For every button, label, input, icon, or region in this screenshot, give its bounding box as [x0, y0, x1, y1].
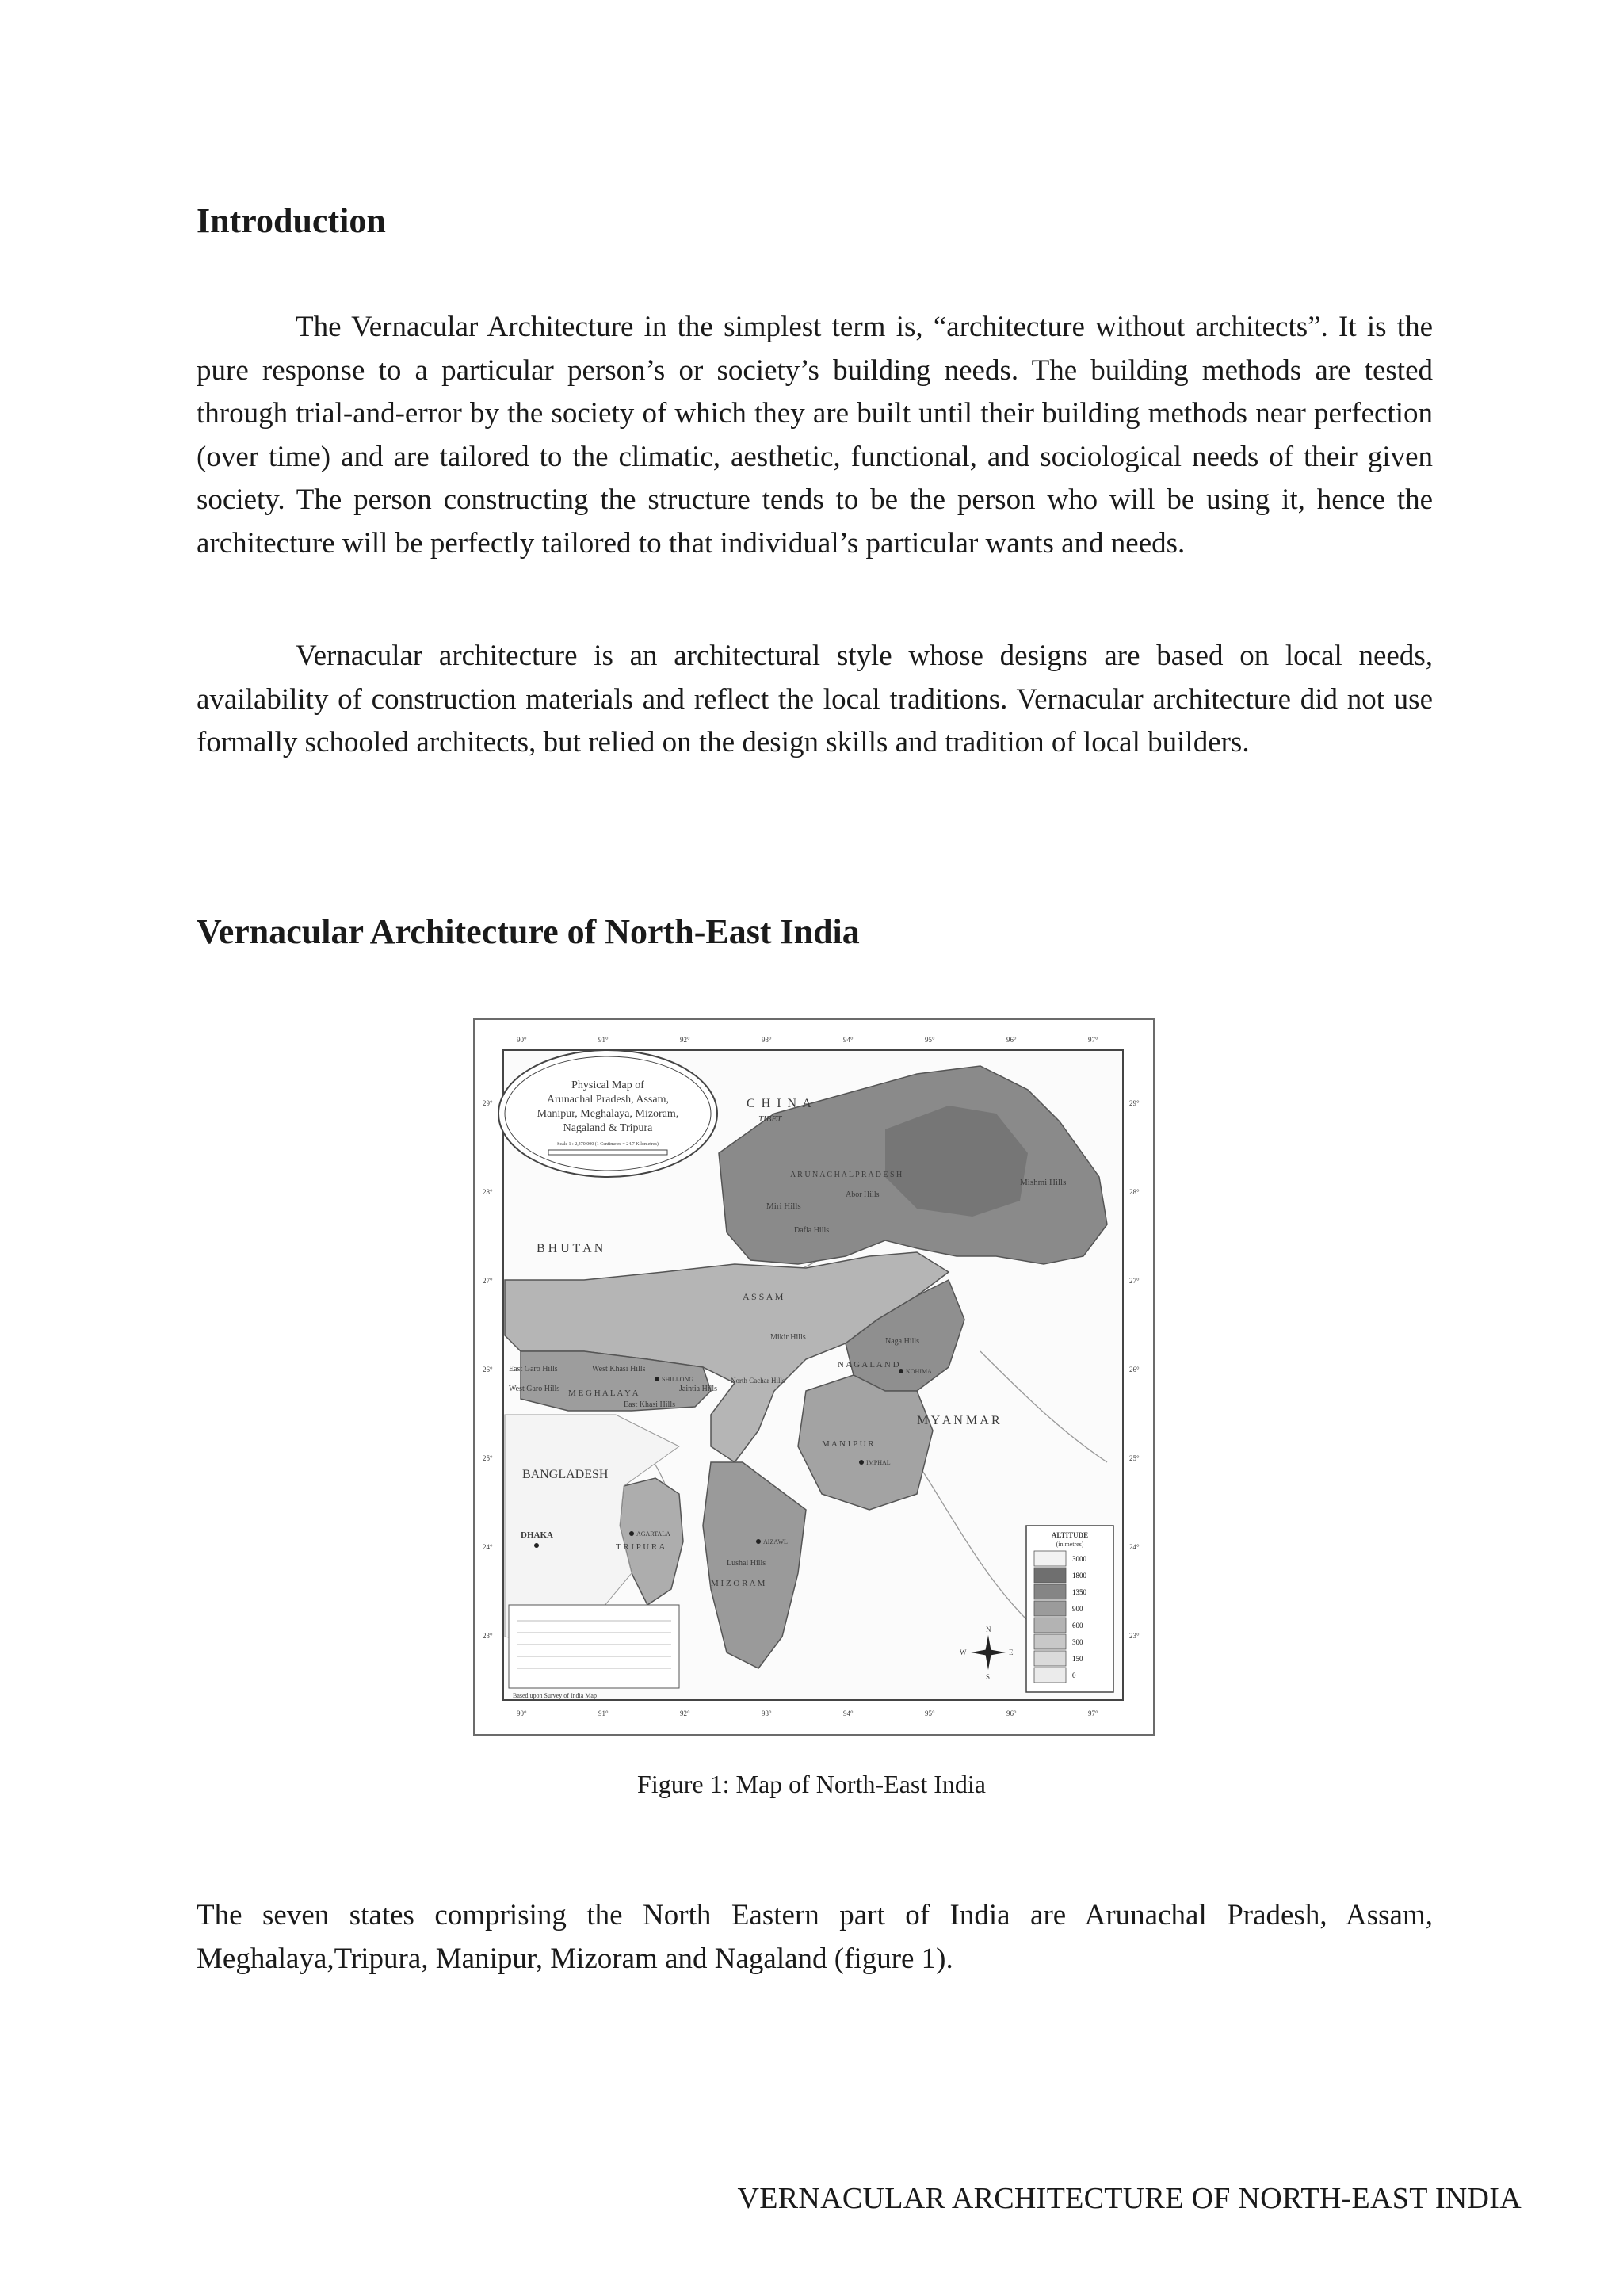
map-scale-text: Scale 1 : 2,470,000 (1 Centimetre = 24.7 Kilometres): [557, 1142, 659, 1147]
longitude-tick-top: 90°: [517, 1036, 527, 1044]
label-west-khasi-hills: West Khasi Hills: [592, 1365, 646, 1373]
altitude-legend-unit: (in metres): [1056, 1541, 1084, 1548]
longitude-tick-bottom: 94°: [843, 1710, 854, 1717]
label-bhutan: B H U T A N: [537, 1242, 604, 1255]
compass-east: E: [1009, 1648, 1014, 1656]
compass-south: S: [986, 1673, 991, 1681]
latitude-tick-left: 27°: [483, 1277, 493, 1285]
aizawl-marker: [756, 1539, 761, 1544]
label-shillong: SHILLONG: [662, 1376, 693, 1383]
latitude-tick-right: 24°: [1129, 1543, 1140, 1551]
longitude-tick-top: 95°: [925, 1036, 935, 1044]
latitude-tick-left: 25°: [483, 1454, 493, 1462]
altitude-swatch: [1034, 1551, 1066, 1566]
longitude-tick-top: 94°: [843, 1036, 854, 1044]
figure-caption: Figure 1: Map of North-East India: [637, 1770, 986, 1798]
altitude-level-label: 1350: [1072, 1588, 1086, 1596]
altitude-level-label: 0: [1072, 1671, 1076, 1679]
map-title-line-2: Arunachal Pradesh, Assam,: [547, 1094, 669, 1106]
kohima-marker: [899, 1369, 903, 1373]
longitude-tick-bottom: 90°: [517, 1710, 527, 1717]
label-tripura: T R I P U R A: [616, 1542, 666, 1552]
intro-paragraph-2: Vernacular architecture is an architectural style whose designs are based on local needs, availability of construction materials and reflect the local traditions. Vernacular architecture did not use formally schooled architects, but relied on the design skills and tradition of local builders.: [197, 640, 1433, 758]
altitude-swatch: [1034, 1668, 1066, 1683]
map-source-note: Based upon Survey of India Map: [513, 1692, 597, 1699]
label-kohima: KOHIMA: [906, 1368, 932, 1375]
longitude-tick-top: 91°: [598, 1036, 609, 1044]
label-nagaland: N A G A L A N D: [838, 1360, 899, 1370]
latitude-tick-right: 29°: [1129, 1099, 1140, 1107]
altitude-swatch: [1034, 1568, 1066, 1583]
north-east-india-map: [473, 1018, 1155, 1736]
latitude-tick-right: 27°: [1129, 1277, 1140, 1285]
agartala-marker: [629, 1531, 634, 1536]
longitude-tick-bottom: 97°: [1088, 1710, 1098, 1717]
label-meghalaya: M E G H A L A Y A: [568, 1389, 639, 1398]
altitude-level-label: 900: [1072, 1605, 1083, 1613]
label-china: C H I N A: [747, 1097, 813, 1110]
label-mishmi-hills: Mishmi Hills: [1020, 1178, 1067, 1187]
introduction-heading: Introduction: [197, 201, 386, 240]
altitude-legend: [1026, 1526, 1113, 1692]
longitude-tick-bottom: 92°: [680, 1710, 690, 1717]
label-miri-hills: Miri Hills: [766, 1201, 801, 1211]
label-arunachal-pradesh: A R U N A C H A L P R A D E S H: [790, 1171, 903, 1179]
label-east-garo-hills: East Garo Hills: [509, 1365, 558, 1373]
running-footer: VERNACULAR ARCHITECTURE OF NORTH-EAST INDIA: [737, 2182, 1522, 2215]
altitude-level-label: 300: [1072, 1638, 1083, 1646]
compass-north: N: [986, 1626, 991, 1633]
label-agartala: AGARTALA: [636, 1530, 670, 1538]
latitude-tick-right: 26°: [1129, 1366, 1140, 1373]
label-mikir-hills: Mikir Hills: [770, 1333, 806, 1342]
dhaka-marker: [534, 1543, 539, 1548]
latitude-tick-left: 23°: [483, 1632, 493, 1640]
map-title-cartouche: [498, 1050, 717, 1177]
altitude-swatch: [1034, 1634, 1066, 1649]
longitude-tick-bottom: 93°: [762, 1710, 772, 1717]
label-dhaka: DHAKA: [521, 1530, 553, 1540]
latitude-tick-left: 26°: [483, 1366, 493, 1373]
altitude-level-label: 3000: [1072, 1555, 1086, 1563]
label-manipur: M A N I P U R: [822, 1439, 874, 1449]
imphal-marker: [859, 1460, 864, 1465]
altitude-swatch: [1034, 1584, 1066, 1599]
map-svg: [473, 1018, 1155, 1736]
label-imphal: IMPHAL: [866, 1459, 891, 1466]
label-bangladesh: BANGLADESH: [522, 1468, 609, 1481]
map-title-line-3: Manipur, Meghalaya, Mizoram,: [537, 1108, 679, 1120]
longitude-tick-bottom: 95°: [925, 1710, 935, 1717]
altitude-swatch: [1034, 1618, 1066, 1633]
label-east-khasi-hills: East Khasi Hills: [624, 1400, 675, 1409]
longitude-tick-top: 93°: [762, 1036, 772, 1044]
longitude-tick-top: 92°: [680, 1036, 690, 1044]
map-symbols-legend: [509, 1605, 679, 1699]
label-north-cachar-hills: North Cachar Hills: [731, 1377, 785, 1385]
longitude-tick-top: 97°: [1088, 1036, 1098, 1044]
longitude-tick-bottom: 96°: [1006, 1710, 1017, 1717]
label-jaintia-hills: Jaintia Hills: [679, 1385, 718, 1393]
altitude-level-label: 150: [1072, 1655, 1083, 1663]
map-title-line-4: Nagaland & Tripura: [563, 1122, 653, 1134]
longitude-tick-bottom: 91°: [598, 1710, 609, 1717]
latitude-tick-left: 24°: [483, 1543, 493, 1551]
longitude-tick-top: 96°: [1006, 1036, 1017, 1044]
altitude-level-label: 1800: [1072, 1572, 1086, 1580]
compass-west: W: [960, 1648, 967, 1656]
label-west-garo-hills: West Garo Hills: [509, 1385, 560, 1393]
north-east-paragraph: The seven states comprising the North Eastern part of India are Arunachal Pradesh, Assam, Meghalaya,Tripura, Manipur, Mizoram and Nagaland (figure 1).: [197, 1899, 1433, 1975]
altitude-legend-title: ALTITUDE: [1051, 1531, 1089, 1539]
label-lushai-hills: Lushai Hills: [727, 1559, 766, 1568]
map-title-line-1: Physical Map of: [571, 1079, 644, 1091]
altitude-level-label: 600: [1072, 1622, 1083, 1629]
latitude-tick-left: 28°: [483, 1188, 493, 1196]
latitude-tick-right: 25°: [1129, 1454, 1140, 1462]
north-east-heading: Vernacular Architecture of North-East India: [197, 912, 860, 951]
latitude-tick-right: 28°: [1129, 1188, 1140, 1196]
latitude-tick-right: 23°: [1129, 1632, 1140, 1640]
label-aizawl: AIZAWL: [763, 1538, 788, 1545]
altitude-swatch: [1034, 1601, 1066, 1616]
intro-paragraph-1: The Vernacular Architecture in the simplest term is, “architecture without architects”. It is the pure response to a particular person’s or society’s building needs. The building methods are tested through trial-and-error by the society of which they are built until their building methods near perfection (over time) and are tailored to the climatic, aesthetic, functional, and sociological needs of their given society. The person constructing the structure tends to be the person who will be using it, hence the architecture will be perfectly tailored to that individual’s particular wants and needs.: [197, 311, 1433, 560]
label-assam: A S S A M: [743, 1291, 784, 1302]
label-dafla-hills: Dafla Hills: [794, 1226, 830, 1235]
label-myanmar: M Y A N M A R: [917, 1414, 1000, 1427]
shillong-marker: [655, 1377, 659, 1381]
label-abor-hills: Abor Hills: [846, 1190, 880, 1199]
label-mizoram: M I Z O R A M: [711, 1579, 766, 1588]
label-naga-hills: Naga Hills: [885, 1337, 920, 1346]
label-tibet: TIBET: [758, 1114, 782, 1124]
altitude-swatch: [1034, 1651, 1066, 1666]
latitude-tick-left: 29°: [483, 1099, 493, 1107]
